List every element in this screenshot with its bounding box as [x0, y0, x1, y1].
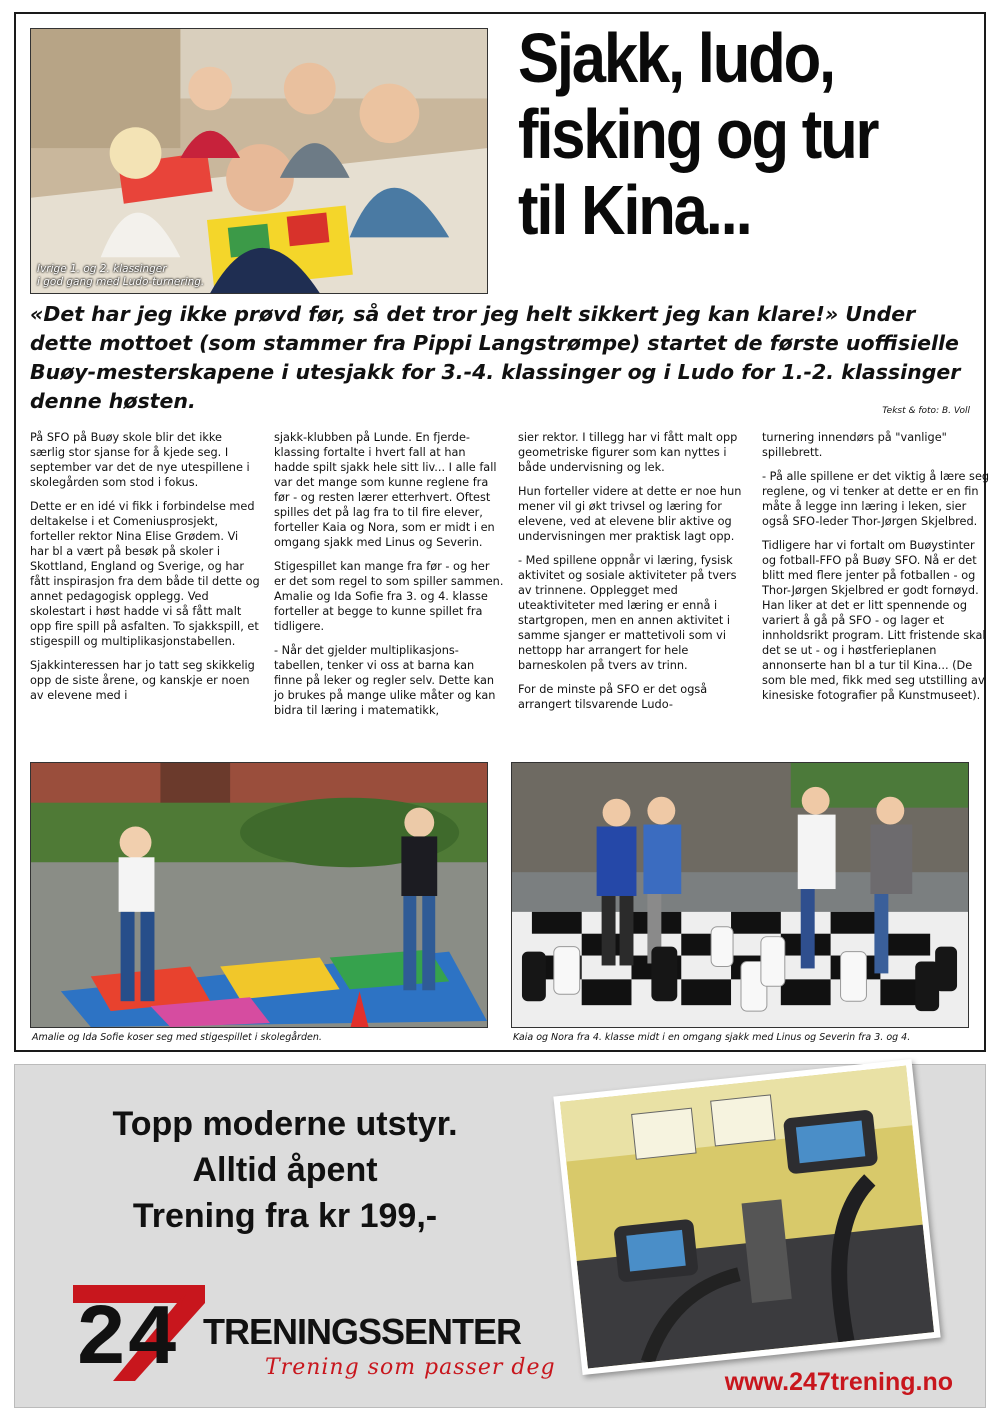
article: [14, 12, 990, 1052]
ladder-game-photo-image: [31, 763, 487, 1027]
paragraph: - Når det gjelder multiplikasjonstabellen, tenker vi oss at barna kan finne på leker og regler selv. Dette kan jo brukes på mange ulike måter og kan bidra til læring i matematikk,: [274, 644, 496, 717]
paragraph: turnering innendørs på "vanlige" spillebrett.: [762, 431, 947, 459]
body-column-2: [274, 430, 504, 727]
logo-number: 24: [75, 1291, 179, 1387]
ladder-photo-caption: Amalie og Ida Sofie koser seg med stigespillet i skolegården.: [32, 1032, 322, 1043]
headline-line: fisking og tur: [518, 95, 878, 173]
website-link[interactable]: www.247trening.no: [724, 1368, 953, 1396]
paragraph: På SFO på Buøy skole blir det ikke særlig stor sjanse for å kjede seg. I september var det de nye utespillene i skolegården som stod i fokus.: [30, 431, 250, 489]
ad-line: Topp moderne utstyr.: [112, 1105, 458, 1143]
headline-line: Sjakk, ludo,: [518, 19, 834, 97]
lead-paragraph: «Det har jeg ikke prøvd før, så det tror jeg helt sikkert jeg kan klare!» Under dette mottoet (som stammer fra Pippi Langstrømpe) startet de første uoffisielle Buøy-mesterskapene i utesjakk for 3.-4. klassinger og i Ludo for 1.-2. klassinger denne høsten.: [30, 302, 961, 413]
paragraph: - Med spillene oppnår vi læring, fysisk aktivitet og sosiale aktiviteter på tvers av trinnene. Opplegget med uteaktiviteter med læring er ennå i startgropen, men en annen aktivitet i samme sjanger er mattetivoli som vi nettopp har arrangert for hele barneskolen på tvers av trinn.: [518, 554, 737, 672]
ludo-photo-image: [31, 29, 487, 293]
paragraph: Stigespillet kan mange fra før - og her er det som regel to som spiller sammen. Amalie og Ida Sofie fra 3. og 4. klasse forteller at begge to kunne spillet fra tidligere.: [274, 560, 504, 633]
paragraph: sier rektor. I tillegg har vi fått malt opp geometriske figurer som kan nyttes i både undervisning og lek.: [518, 431, 738, 474]
logo-seven: 7: [175, 1287, 188, 1312]
advertisement[interactable]: [14, 1064, 986, 1408]
gym-photo: [553, 1059, 940, 1375]
paragraph: Dette er en idé vi fikk i forbindelse med deltakelse i et Comeniusprosjekt, forteller rektor Nina Elise Grødem. Vi har bl a vært på besøk på skoler i Skottland, England og Sverige, og har fått inspirasjon fra dem både til dette og annet pedagogisk opplegg. Ved skolestart i høst hadde vi så fått malt opp fire spill på asfalten. To sjakkspill, et stigespill og multiplikasjonstabellen.: [30, 500, 260, 648]
paragraph: sjakk-klubben på Lunde. En fjerdeklassing fortalte i hvert fall at han hadde spilt sjakk hele sitt liv... I alle fall var det mange som kunne reglene fra før - og resten lærer etterhvert. Oftest spilles det på lag fra to til fire elever, forteller Kaia og Nora, som er midt i en omgang sjakk med Linus og Severin.: [274, 431, 497, 549]
ladder-game-photo: [30, 762, 488, 1028]
caption-line: Ivrige 1. og 2. klassinger: [37, 263, 167, 275]
paragraph: Sjakkinteressen har jo tatt seg skikkelig opp de siste årene, og kanskje er noen av elevene med i: [30, 659, 255, 702]
paragraph: Hun forteller videre at dette er noe hun mener vil gi økt trivsel og læring for elevene, ved at elevene blir aktive og undervisningen mer praktisk lagt opp.: [518, 485, 742, 543]
logo-word: TRENINGSSENTER: [203, 1311, 522, 1352]
ad-line: Trening fra kr 199,-: [132, 1197, 438, 1235]
paragraph: - På alle spillene er det viktig å lære seg reglene, og vi tenker at dette er en fin måte å legge inn læring i leken, sier også SFO-leder Thor-Jørgen Skjelbred.: [762, 470, 990, 528]
body-column-1: [30, 430, 260, 712]
body-column-3: [518, 430, 748, 721]
paragraph: For de minste på SFO er det også arrangert tilsvarende Ludo-: [518, 683, 708, 711]
treningssenter-logo: [55, 1277, 565, 1387]
byline: Tekst & foto: B. Voll: [882, 406, 970, 416]
paragraph: Tidligere har vi fortalt om Buøystinter og fotball-FFO på Buøy SFO. Nå er det blitt med flere jenter på fotballen - og Thor-Jørgen Skjelbred er godt fornøyd. Han liker at det er litt spennende og variert å gå på SFO - og lager et innholdsrikt program. Litt fristende skal det se ut - og i høstferieplanen annonserte han bl a tur til Kina... (De som ble med, fikk med seg utstilling av kinesiske fotografier på Kunstmuseet).: [762, 539, 986, 702]
ludo-photo: [30, 28, 488, 294]
ludo-photo-caption: [37, 263, 204, 289]
headline: [518, 20, 923, 248]
chess-photo-image: [512, 763, 968, 1027]
chess-photo-caption: Kaia og Nora fra 4. klasse midt i en omgang sjakk med Linus og Severin fra 3. og 4.: [513, 1032, 911, 1043]
body-column-4: [762, 430, 992, 712]
gym-photo-image: [560, 1066, 934, 1369]
chess-photo: [511, 762, 969, 1028]
logo-tagline: Trening som passer deg: [265, 1355, 556, 1380]
ad-line: Alltid åpent: [192, 1151, 378, 1189]
headline-line: til Kina...: [518, 171, 751, 249]
caption-line: i god gang med Ludo-turnering.: [37, 276, 205, 288]
ad-slogan: [75, 1101, 495, 1239]
